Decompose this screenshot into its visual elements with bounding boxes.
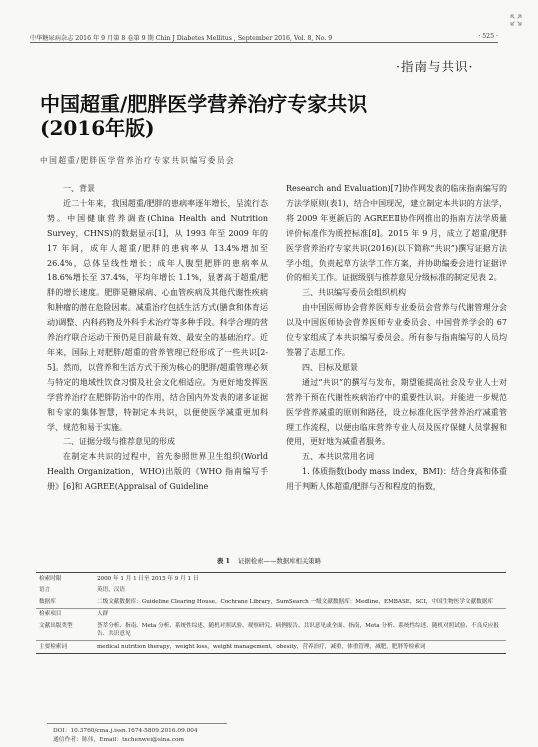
right-column [286,182,507,495]
paragraph: 1. 体质指数(body mass index，BMI)：结合身高和体重用于判断人体超重/肥胖与否和程度的指数， [286,467,507,492]
page-number: · 525 · [478,33,498,40]
section-heading: 五、本共识常用名词 [302,452,374,462]
running-header [30,33,498,42]
article-title [40,92,440,140]
header-rule [30,42,498,43]
table-key-cell: 检索时限 [36,573,94,585]
section-heading: 二、证据分级与推荐意见的形成 [63,437,175,447]
table-value-cell: 人群 [94,608,506,620]
title-line-1: 中国超重/肥胖医学营养治疗专家共识 [40,92,368,116]
fullscreen-icon[interactable] [510,14,522,26]
table-key-cell: 语言 [39,587,51,594]
section-heading: 一、背景 [63,184,95,193]
paragraph: 通过“共识”的撰写与发布，期望能提高社会及专业人士对营养干预在代谢性疾病治疗中的重要性认识。并能进一步规范医学营养减重的原则和路径，设立标准化医学营养治疗减重管理工作流程，以便由临床营养专业人员及医疗保健人员掌握和使用，更好地为减重者服务。 [286,377,507,447]
section-heading: 三、共识编写委员会组织机构 [302,288,406,298]
table-value-cell: 英语，汉语 [97,587,125,594]
table-value-cell: 荟萃分析、指南、Meta 分析、系统性综述、随机对照试验、观察研究、病例报告、共识意见或全面、指南，Meta 分析、系统性综述、随机对照试验、不良反应报告、共识意见 [97,622,499,638]
table-value-cell: medical nutrition therapy，weight loss，weight management，obesity，营养治疗，减重，体重管理，减肥，肥胖等检索词 [94,641,506,654]
footnote [53,727,198,745]
left-column [47,182,268,495]
title-line-2: (2016年版) [40,116,155,140]
journal-citation: 中华糖尿病杂志 2016 年 9 月第 8 卷第 9 期 Chin J Diabetes Mellitus , September 2016, Vol. 8, No. 9 [30,35,333,42]
paragraph-continued: Research and Evaluation)[7]协作网发表的临床指南编写的方法学原则(表1)，结合中国现况，建立制定本共识的方法学，将 2009 年更新后的 AGREEⅡ协作网推出的指南方法学质量评价标准作为质控标准[8]。2015 年 9 月，成立了超重/肥胖医学营养治疗专家共识(2016)(以下简称“共识”)撰写证据方法学小组，负责起草方法学工作方案，并协助编委会进行证据评价的相关工作。证据级别与推荐意见分级标准的制定见表 2。 [286,184,507,283]
table-row [36,608,506,620]
doi: DOI：10.3760/cma.j.issn.1674-5809.2016.09.004 [53,728,198,734]
table-title: 证据检索——数据库相关策略 [237,557,322,565]
table-value-cell: 2000 年 1 月 1 日至 2015 年 9 月 1 日 [94,573,506,585]
paragraph: 由中国医师协会营养医师专业委员会营养与代谢管理分会以及中国医师协会营养医师专业委员会、中国营养学会的 67 位专家组成了本共识编写委员会。所有参与指南编写的人员均签署了志愿工作。 [286,303,507,357]
table-row [36,620,506,641]
table-row [36,585,506,597]
table-key-cell: 主要检索词 [36,641,94,654]
corresponding-author: 通信作者：陈伟，Email：txchenwei@sina.com [53,737,184,743]
footnote-rule [47,723,227,724]
table-key-cell: 数据库 [39,598,56,605]
search-strategy-table [36,572,506,654]
author-line: 中国超重/肥胖医学营养治疗专家共识编写委员会 [40,156,235,165]
table-row [36,596,506,608]
table-caption [0,556,538,565]
section-tag: ·指南与共识· [396,59,474,74]
table-key-cell: 检索项目 [36,608,94,620]
table-number: 表 1 [216,557,230,565]
paragraph: 在制定本共识的过程中，首先参照世界卫生组织(World Health Organization，WHO)出版的《WHO 指南编写手册》[6]和 AGREE(Appraisal of Guideline [47,452,268,492]
section-heading: 四、目标及愿景 [302,362,358,372]
table-value-cell: 二级文献数据库：Guideline Clearing House，Cochrane Library，SumSearch 一级文献数据库：Medline，EMBASE，SCI，中国生物医学文献数据库 [97,598,493,605]
table-row [36,641,506,654]
table-row [36,573,506,585]
paragraph: 近二十年来，我国超重/肥胖的患病率逐年增长，呈流行态势。中国健康营养调查(China Health and Nutrition Survey，CHNS)的数据显示[1]，从 1993 年至 2009 年的 17 年间，成年人超重/肥胖的患病率从 13.4%增加至 26.4%，总体呈线性增长；成年人腹型肥胖的患病率从 18.6%增长至 37.4%，平均年增长 1.1%，显著高于超重/肥胖的增长速度。肥胖是糖尿病、心血管疾病及其他代谢性疾病和肿瘤的潜在危险因素。减重治疗包括生活方式(膳食和体育运动)调整、内科药物及外科手术治疗等多种手段。科学合理的营养治疗联合运动干预仍是目前最有效、最安全的基础治疗。近年来，国际上对肥胖/超重的营养管理已经形成了一些共识[2-5]。然而，以营养和生活方式干预为核心的肥胖/超重管理必须与特定的地域性饮食习惯及社会文化相适应。为更好地发挥医学营养治疗在肥胖防治中的作用，结合国内外发表的诸多证据和专家的集体智慧，特制定本共识，以便使医学减重更加科学、规范和易于实施。 [47,198,268,432]
table-key-cell: 文献出版类型 [39,622,73,629]
